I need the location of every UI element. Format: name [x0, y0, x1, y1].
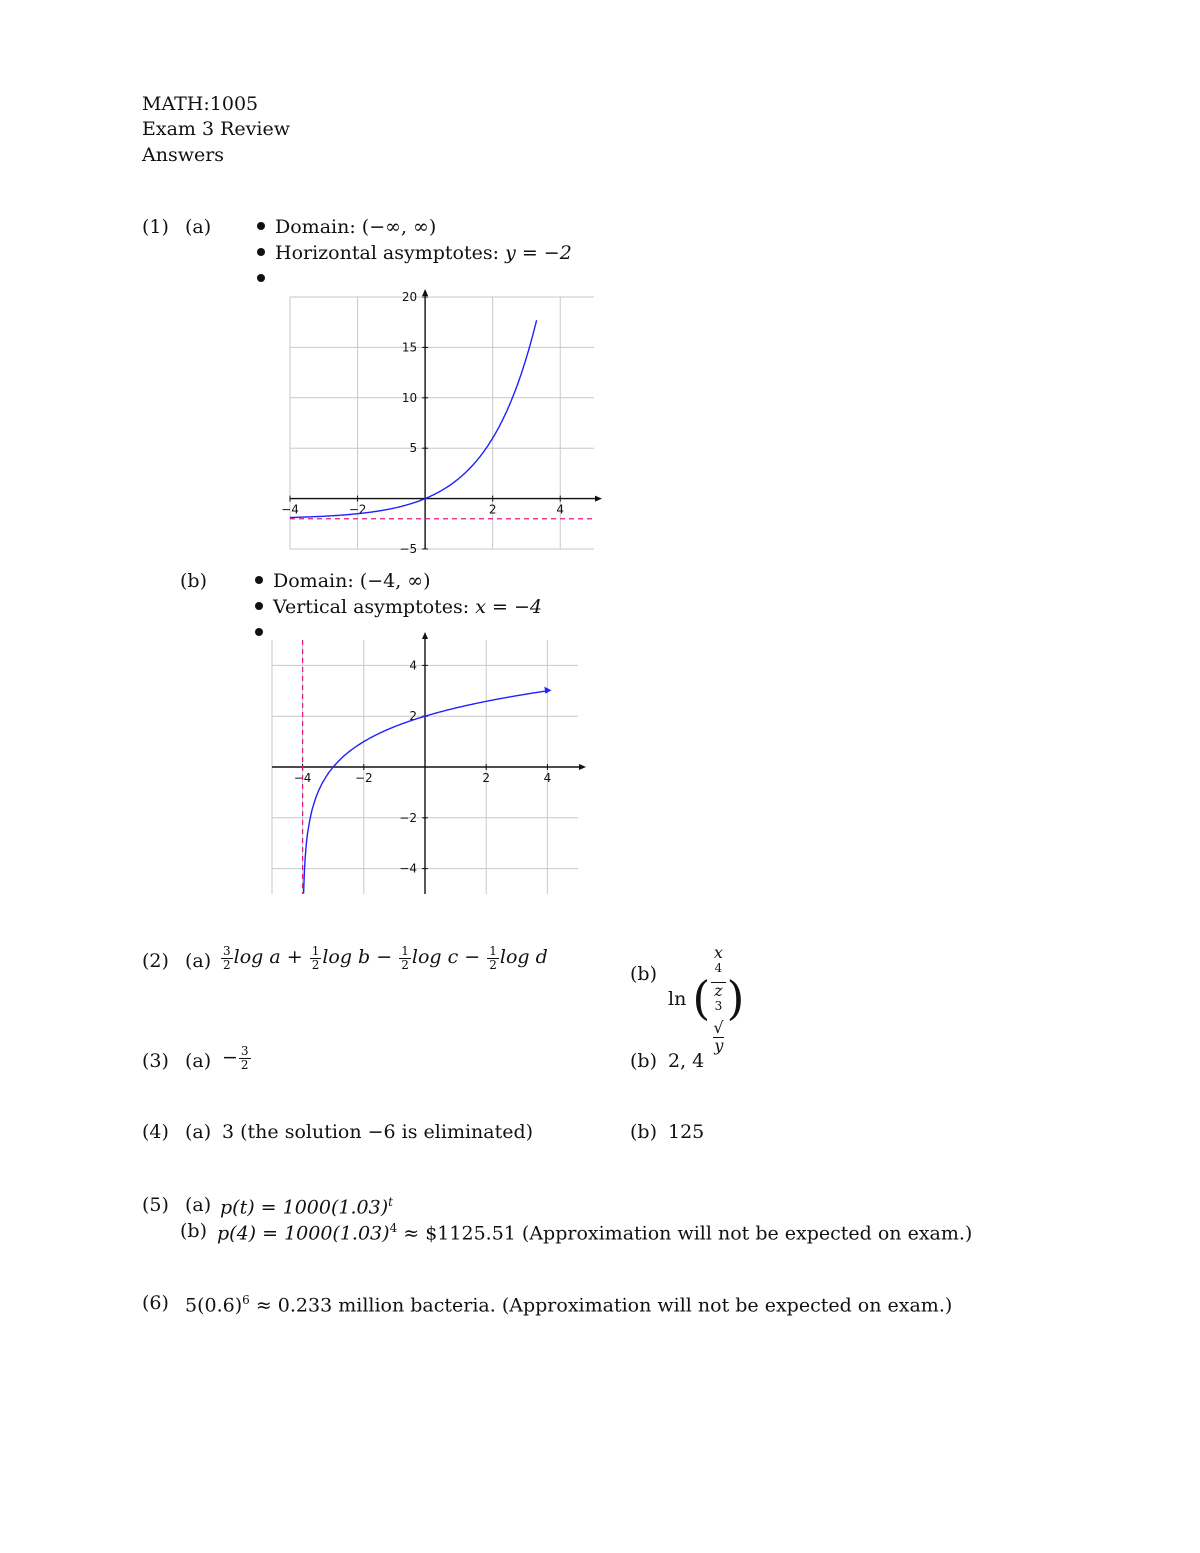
- problem-5-number: (5): [142, 1194, 169, 1216]
- bullet-icon: [257, 274, 265, 282]
- x-tick-label: 4: [556, 502, 565, 517]
- problem-2-number: (2): [142, 950, 169, 972]
- problem-3a-answer: − $\frac{3}{2}$: [222, 1044, 249, 1072]
- x-tick-label: 2: [488, 502, 497, 517]
- y-tick-label: 4: [409, 658, 417, 673]
- y-axis-arrow-icon: [422, 632, 428, 639]
- problem-1-number: (1): [142, 216, 169, 238]
- problem-2b-answer: ln ( x $^4$ z $^3$ √ y ): [668, 943, 745, 1055]
- x-tick-label: 4: [543, 771, 552, 785]
- problem-2a-answer: $\frac{3}{2}$ log a + $\frac{1}{2}$ log b − $\frac{1}{2}$ log c − $\frac{1}{2}$ log d: [223, 944, 548, 972]
- problem-3a-label: (a): [185, 1050, 212, 1072]
- problem-3b-answer: 2, 4: [668, 1050, 705, 1072]
- bullet-icon: [255, 602, 263, 610]
- problem-4a-label: (a): [185, 1121, 212, 1143]
- bullet-icon: [257, 248, 265, 256]
- problem-4-number: (4): [142, 1121, 169, 1143]
- curve-arrow-icon: [544, 687, 551, 694]
- problem-4b-label: (b): [630, 1121, 657, 1143]
- problem-2b-label: (b): [630, 963, 657, 985]
- x-tick-label: −2: [354, 771, 373, 785]
- problem-1b-domain: Domain: (−4, ∞): [255, 572, 431, 591]
- x-axis-arrow-icon: [579, 764, 586, 770]
- problem-3b-label: (b): [630, 1050, 657, 1072]
- problem-1a-label: (a): [185, 216, 212, 238]
- problem-5b-label: (b): [180, 1220, 207, 1242]
- y-tick-label: −4: [399, 861, 417, 876]
- problem-4a-answer: 3 (the solution −6 is eliminated): [222, 1121, 534, 1143]
- x-tick-label: 2: [482, 771, 491, 785]
- course-code: MATH:1005: [142, 93, 259, 115]
- problem-4b-answer: 125: [668, 1121, 705, 1143]
- problem-6-answer: $5(0.6)^6 \approx 0.233$ million bacteria. (Approximation will not be expected on exam.): [185, 1293, 953, 1317]
- problem-3-number: (3): [142, 1050, 169, 1072]
- x-axis-arrow-icon: [595, 496, 602, 502]
- y-tick-label: 2: [409, 709, 417, 724]
- problem-1b-asymptote: Vertical asymptotes: x = −4: [255, 598, 542, 617]
- problem-5a-label: (a): [185, 1194, 212, 1216]
- y-tick-label: 15: [401, 340, 418, 355]
- y-axis-arrow-icon: [422, 289, 428, 296]
- bullet-icon: [257, 222, 265, 230]
- problem-6-number: (6): [142, 1292, 169, 1314]
- problem-1b-label: (b): [180, 570, 207, 592]
- y-tick-label: 5: [409, 441, 418, 456]
- problem-5b-answer: $p(4) = 1000(1.03)^4$ ≈ $1125.51 (Approximation will not be expected on exam.): [217, 1221, 973, 1245]
- exponential-graph: [276, 285, 606, 560]
- y-tick-label: −5: [399, 542, 418, 556]
- x-tick-label: −4: [293, 771, 312, 785]
- problem-1a-graph-bullet: [257, 270, 275, 289]
- problem-1a-asymptote: Horizontal asymptotes: y = −2: [257, 244, 572, 263]
- logarithmic-graph: [262, 632, 592, 900]
- document-title: Exam 3 Review: [142, 118, 290, 140]
- x-tick-label: −2: [348, 502, 367, 517]
- y-tick-label: 20: [401, 290, 418, 304]
- bullet-icon: [255, 576, 263, 584]
- x-tick-label: −4: [281, 502, 299, 517]
- problem-2a-label: (a): [185, 950, 212, 972]
- problem-1a-domain: Domain: (−∞, ∞): [257, 218, 436, 237]
- problem-5a-answer: $p(t) = 1000(1.03)^t$: [220, 1195, 393, 1219]
- document-subtitle: Answers: [142, 144, 225, 166]
- y-tick-label: 10: [401, 390, 418, 405]
- y-tick-label: −2: [399, 810, 417, 825]
